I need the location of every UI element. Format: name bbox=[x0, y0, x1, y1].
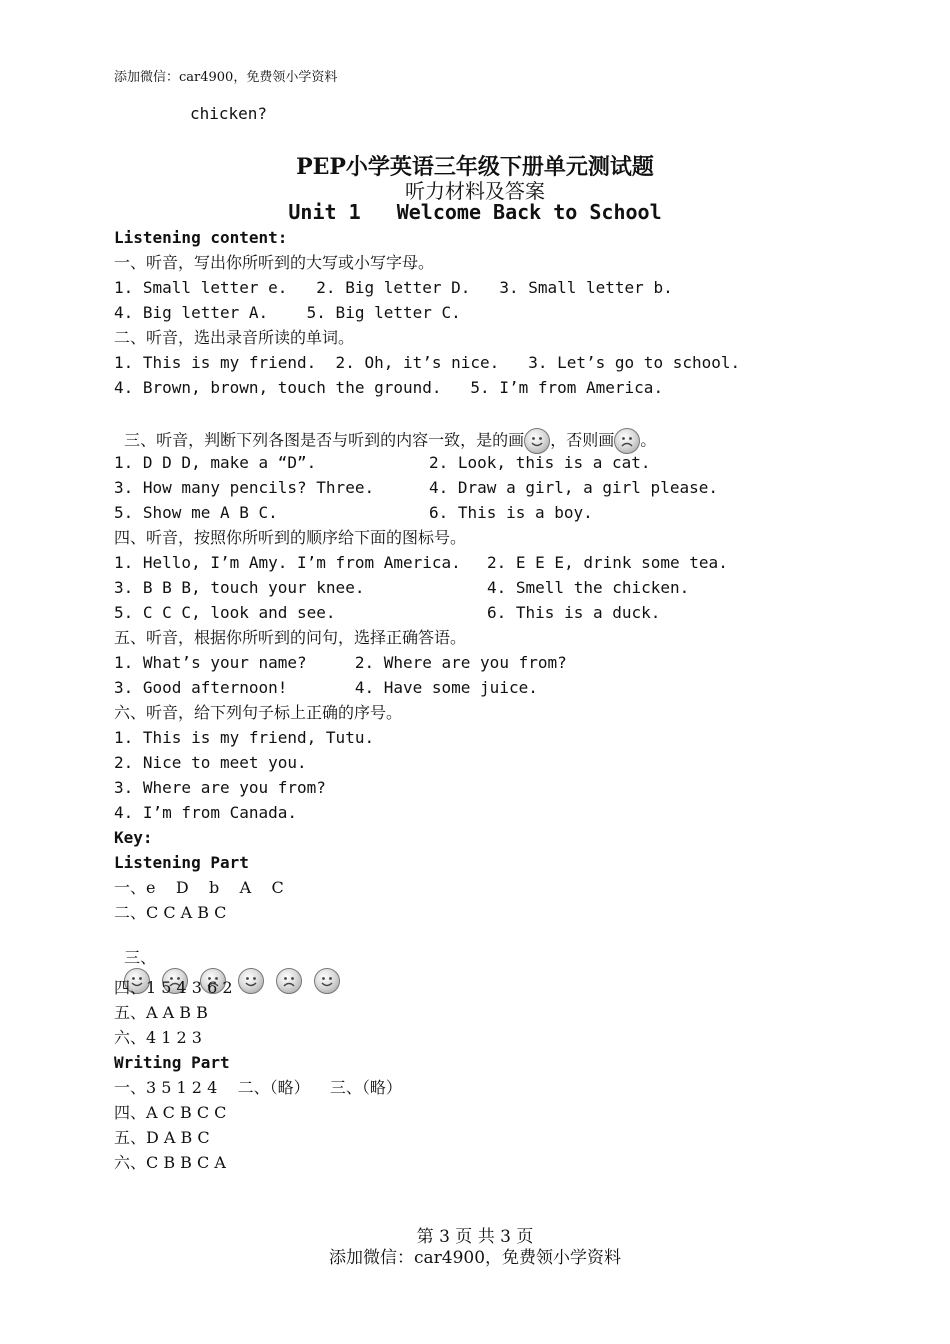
answer-line: 一、e D b A C bbox=[114, 878, 284, 897]
section4-item: 5. C C C, look and see. bbox=[114, 603, 336, 622]
section4-heading: 四、听音，按照你所听到的顺序给下面的图标号。 bbox=[114, 528, 467, 547]
section3-item: 1. D D D, make a “D”. bbox=[114, 453, 317, 472]
section2-row: 1. This is my friend. 2. Oh, it’s nice. 3. Let’s go to school. bbox=[114, 353, 741, 372]
answer-prefix: 三、 bbox=[124, 948, 157, 967]
section3-item: 5. Show me A B C. bbox=[114, 503, 278, 522]
answer-line: 四、A C B C C bbox=[114, 1103, 227, 1122]
unit-title: Unit 1 Welcome Back to School bbox=[288, 200, 662, 224]
section5-heading: 五、听音，根据你所听到的问句，选择正确答语。 bbox=[114, 628, 467, 647]
section2-row: 4. Brown, brown, touch the ground. 5. I’m from America. bbox=[114, 378, 664, 397]
section6-line: 4. I’m from Canada. bbox=[114, 803, 298, 822]
answer-line: 六、4 1 2 3 bbox=[114, 1028, 202, 1047]
listening-part-label: Listening Part bbox=[114, 853, 249, 872]
section3-item: 4. Draw a girl, a girl please. bbox=[429, 478, 718, 497]
answer-line: 六、C B B C A bbox=[114, 1153, 226, 1172]
frown-face-icon bbox=[614, 428, 640, 454]
section1-row: 1. Small letter e. 2. Big letter D. 3. Small letter b. bbox=[114, 278, 673, 297]
section3-item: 3. How many pencils? Three. bbox=[114, 478, 375, 497]
page-footer-note: 添加微信：car4900，免费领小学资料 bbox=[328, 1248, 622, 1268]
page-subtitle: 听力材料及答案 bbox=[405, 179, 545, 203]
section3-heading bbox=[114, 408, 656, 454]
smile-face-icon bbox=[238, 968, 264, 994]
answer-line: 五、A A B B bbox=[114, 1003, 208, 1022]
answer-line: 五、D A B C bbox=[114, 1128, 210, 1147]
section4-item: 3. B B B, touch your knee. bbox=[114, 578, 365, 597]
section3-item: 6. This is a boy. bbox=[429, 503, 593, 522]
smile-face-icon bbox=[314, 968, 340, 994]
key-label: Key: bbox=[114, 828, 153, 847]
section4-item: 4. Smell the chicken. bbox=[487, 578, 690, 597]
section6-line: 1. This is my friend, Tutu. bbox=[114, 728, 375, 747]
section1-heading: 一、听音，写出你所听到的大写或小写字母。 bbox=[114, 253, 435, 272]
page-number: 第 3 页 共 3 页 bbox=[416, 1227, 534, 1247]
answer-line: 一、3 5 1 2 4 二、（略） 三、（略） bbox=[114, 1078, 402, 1097]
page-header-note: 添加微信：car4900，免费领小学资料 bbox=[114, 70, 338, 85]
section3-heading-part: ，否则画 bbox=[550, 430, 615, 450]
answer-line: 四、1 5 4 3 6 2 bbox=[114, 978, 233, 997]
answer-line: 二、C C A B C bbox=[114, 903, 227, 922]
writing-part-label: Writing Part bbox=[114, 1053, 230, 1072]
section4-item: 1. Hello, I’m Amy. I’m from America. bbox=[114, 553, 461, 572]
section3-heading-part: 。 bbox=[640, 430, 657, 450]
section5-row: 3. Good afternoon! 4. Have some juice. bbox=[114, 678, 538, 697]
listening-content-label: Listening content: bbox=[114, 228, 288, 247]
section1-row: 4. Big letter A. 5. Big letter C. bbox=[114, 303, 461, 322]
smile-face-icon bbox=[524, 428, 550, 454]
section4-item: 2. E E E, drink some tea. bbox=[487, 553, 728, 572]
section5-row: 1. What’s your name? 2. Where are you from? bbox=[114, 653, 567, 672]
section3-item: 2. Look, this is a cat. bbox=[429, 453, 651, 472]
section2-heading: 二、听音，选出录音所读的单词。 bbox=[114, 328, 355, 347]
page-title: PEP小学英语三年级下册单元测试题 bbox=[296, 154, 654, 180]
section6-line: 3. Where are you from? bbox=[114, 778, 326, 797]
continued-text: chicken? bbox=[190, 104, 268, 123]
section6-heading: 六、听音，给下列句子标上正确的序号。 bbox=[114, 703, 403, 722]
section3-heading-part: 三、听音，判断下列各图是否与听到的内容一致，是的画 bbox=[124, 430, 525, 450]
frown-face-icon bbox=[276, 968, 302, 994]
section6-line: 2. Nice to meet you. bbox=[114, 753, 307, 772]
section4-item: 6. This is a duck. bbox=[487, 603, 661, 622]
